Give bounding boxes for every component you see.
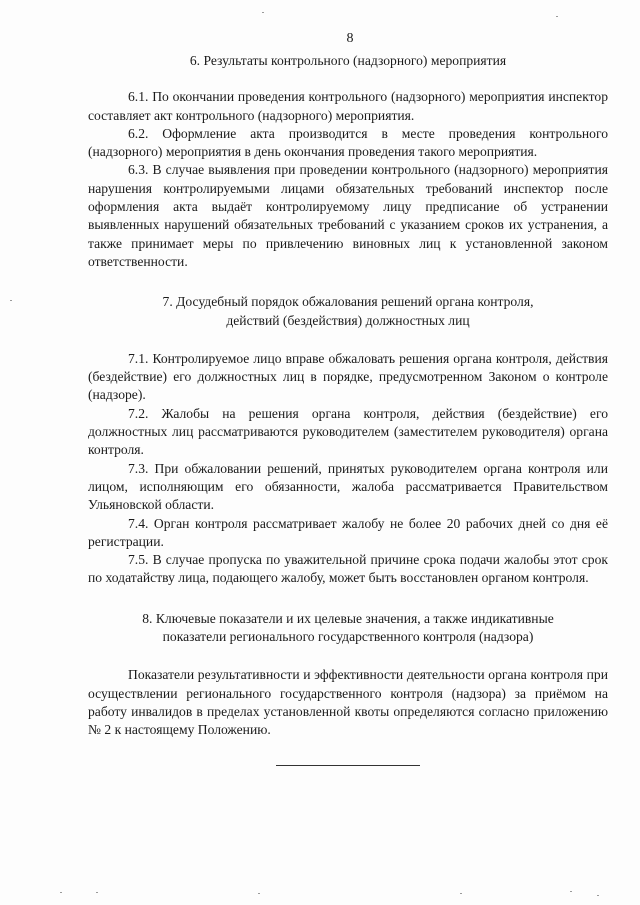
section-7-heading bbox=[88, 293, 608, 330]
scan-speck bbox=[60, 892, 62, 893]
paragraph-7-5: 7.5. В случае пропуска по уважительной причине срока подачи жалобы этот срок по ходатайству лица, подающего жалобу, может быть восстановлен органом контроля. bbox=[88, 552, 608, 586]
scan-speck bbox=[556, 16, 558, 17]
paragraph-8-1: Показатели результативности и эффективности деятельности органа контроля при осуществлении регионального государственного контроля (надзора) за приёмом на работу инвалидов в пределах установленной квоты определяются согласно приложению № 2 к настоящему Положению. bbox=[88, 667, 608, 738]
paragraph-7-2: 7.2. Жалобы на решения органа контроля, действия (бездействие) его должностных лиц рассматриваются руководителем (заместителем руководителя) органа контроля. bbox=[88, 405, 608, 458]
section-8-heading bbox=[88, 610, 608, 647]
scan-speck bbox=[96, 892, 98, 893]
section-7-heading-line-2: действий (бездействия) должностных лиц bbox=[226, 312, 470, 328]
scan-speck bbox=[10, 300, 12, 301]
section-7-heading-line-1: 7. Досудебный порядок обжалования решений органа контроля, bbox=[162, 294, 534, 310]
scan-speck bbox=[597, 895, 599, 896]
section-8-heading-line-2: показатели регионального государственного контроля (надзора) bbox=[162, 629, 534, 645]
paragraph-6-3: 6.3. В случае выявления при проведении контрольного (надзорного) мероприятия нарушения контролируемыми лицами обязательных требований инспектор после оформления акта выдаёт контролируемому лицу предписание об устранении выявленных нарушений обязательных требований с указанием сроков их устранения, а также принимает меры по привлечению виновных лиц к установленной законом ответственности. bbox=[88, 162, 608, 269]
closing-rule bbox=[276, 765, 420, 766]
document-body bbox=[88, 52, 608, 740]
scan-speck bbox=[258, 893, 260, 894]
section-8-heading-line-1: 8. Ключевые показатели и их целевые значения, а также индикативные bbox=[142, 610, 554, 626]
paragraph-6-1: 6.1. По окончании проведения контрольного (надзорного) мероприятия инспектор составляет акт контрольного (надзорного) мероприятия. bbox=[88, 89, 608, 123]
scan-speck bbox=[570, 891, 572, 892]
paragraph-7-4: 7.4. Орган контроля рассматривает жалобу не более 20 рабочих дней со дня её регистрации. bbox=[88, 515, 608, 549]
paragraph-7-1: 7.1. Контролируемое лицо вправе обжаловать решения органа контроля, действия (бездействие) его должностных лиц в порядке, предусмотренном Законом о контроле (надзоре). bbox=[88, 350, 608, 403]
paragraph-6-2: 6.2. Оформление акта производится в месте проведения контрольного (надзорного) мероприятия в день окончания проведения такого мероприятия. bbox=[88, 125, 608, 160]
scan-speck bbox=[460, 893, 462, 894]
scan-speck bbox=[262, 12, 264, 13]
section-6-heading: 6. Результаты контрольного (надзорного) мероприятия bbox=[189, 53, 507, 68]
page-number: 8 bbox=[346, 31, 354, 46]
paragraph-7-3: 7.3. При обжаловании решений, принятых руководителем органа контроля или лицом, исполняющим его обязанности, жалоба рассматривается Правительством Ульяновской области. bbox=[88, 460, 608, 513]
